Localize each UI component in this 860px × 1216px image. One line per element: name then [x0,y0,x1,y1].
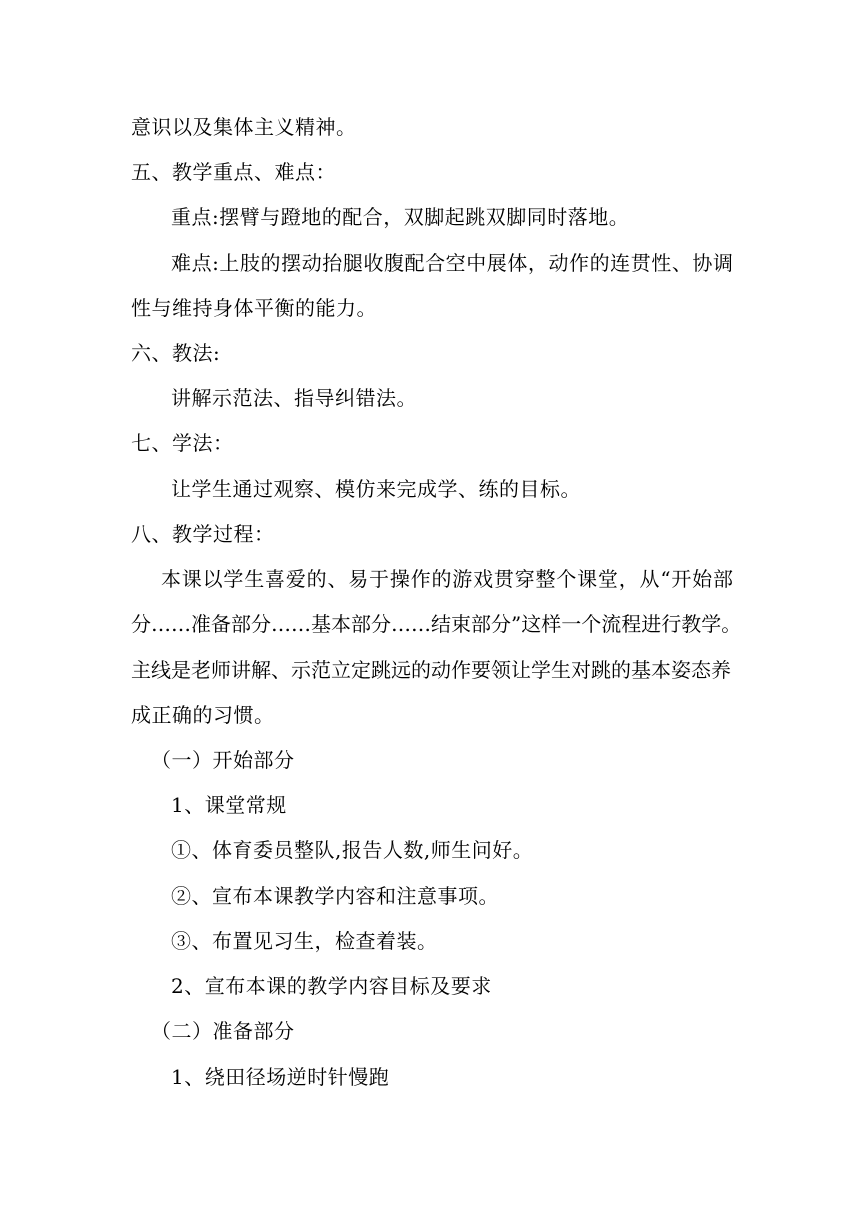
subsection-heading: （一）开始部分 [151,748,295,772]
paragraph-line: 性与维持身体平衡的能力。 [131,296,377,320]
list-item: ③、布置见习生，检查着装。 [171,929,438,953]
paragraph-line: 重点:摆臂与蹬地的配合，双脚起跳双脚同时落地。 [171,205,630,229]
subsection-heading: （二）准备部分 [151,1019,295,1043]
list-item: 1、绕田径场逆时针慢跑 [171,1065,390,1089]
section-heading: 五、教学重点、难点： [131,160,336,184]
list-item: 2、宣布本课的教学内容目标及要求 [171,974,492,998]
paragraph-line: 意识以及集体主义精神。 [131,115,357,139]
section-heading: 七、学法： [131,431,234,455]
paragraph-line: 主线是老师讲解、示范立定跳远的动作要领让学生对跳的基本姿态养 [131,658,731,682]
paragraph-line: 分……准备部分……基本部分……结束部分”这样一个流程进行教学。 [131,612,742,636]
paragraph-line: 讲解示范法、指导纠错法。 [171,386,417,410]
paragraph-line: 成正确的习惯。 [131,703,275,727]
section-heading: 八、教学过程： [131,522,275,546]
paragraph-line: 本课以学生喜爱的、易于操作的游戏贯穿整个课堂，从“开始部 [161,567,733,591]
section-heading: 六、教法: [131,341,221,365]
list-item: 1、课堂常规 [171,793,287,817]
paragraph-line: 难点:上肢的摆动抬腿收腹配合空中展体，动作的连贯性、协调 [171,251,733,275]
list-item: ②、宣布本课教学内容和注意事项。 [171,884,499,908]
list-item: ①、体育委员整队,报告人数,师生问好。 [171,838,534,862]
paragraph-line: 让学生通过观察、模仿来完成学、练的目标。 [171,477,581,501]
